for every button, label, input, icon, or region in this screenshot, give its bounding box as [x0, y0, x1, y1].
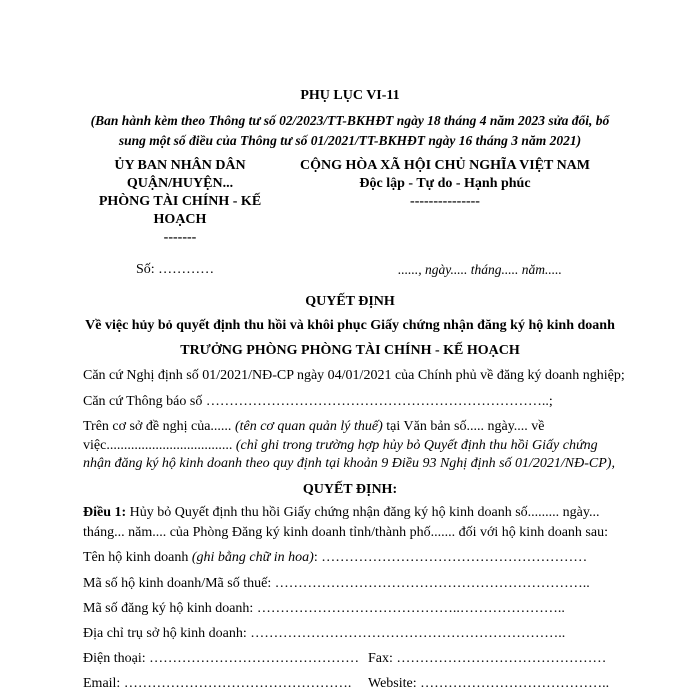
proposal-note: (chỉ ghi trong trường hợp hủy bỏ Quyết định thu hồi Giấy chứng	[232, 438, 598, 453]
article-1-label: Điều 1:	[83, 505, 127, 520]
article-1-line-2: tháng... năm.... của Phòng Đăng ký kinh doanh tỉnh/thành phố....... đối với hộ kinh doanh sau:	[83, 525, 608, 540]
proposal-tax-authority-hint: (tên cơ quan quản lý thuế)	[234, 419, 383, 434]
phone-field: Điện thoại: ………………………………………	[83, 651, 360, 666]
business-name-dots: : …………………………………………………	[313, 550, 588, 565]
website-field: Website: …………………………………..	[368, 676, 610, 691]
business-code-field: Mã số hộ kinh doanh/Mã số thuế: …………………………………………………………..	[83, 576, 590, 591]
proposal-text: Trên cơ sở đề nghị của......	[83, 419, 235, 434]
issued-note-line1: (Ban hành kèm theo Thông tư số 02/2023/TT-BKHĐT ngày 18 tháng 4 năm 2023 sửa đổi, bổ	[90, 113, 610, 128]
legal-basis-1: Căn cứ Nghị định số 01/2021/NĐ-CP ngày 04/01/2021 của Chính phủ về đăng ký doanh nghiệp;	[83, 368, 625, 383]
fax-field: Fax: ………………………………………	[368, 651, 607, 666]
business-name-label: Tên hộ kinh doanh	[83, 550, 192, 565]
article-1-text: Hủy bỏ Quyết định thu hồi Giấy chứng nhận đăng ký hộ kinh doanh số......... ngày...	[126, 505, 600, 520]
document-number: Số: …………	[136, 262, 215, 277]
date-line: ......, ngày..... tháng..... năm.....	[398, 262, 562, 277]
address-field: Địa chỉ trụ sở hộ kinh doanh: …………………………………………………………..	[83, 626, 566, 641]
legal-basis-2: Căn cứ Thông báo số ………………………………………………………………..;	[83, 394, 553, 409]
district-line: QUẬN/HUYỆN...	[126, 176, 234, 191]
country-name: CỘNG HÒA XÃ HỘI CHỦ NGHĨA VIỆT NAM	[299, 158, 590, 173]
proposal-line-1	[83, 419, 545, 435]
national-motto: Độc lập - Tự do - Hạnh phúc	[359, 176, 531, 191]
decides-title: QUYẾT ĐỊNH:	[302, 482, 398, 497]
department-line-cont: HOẠCH	[153, 212, 207, 227]
business-name-field	[83, 550, 587, 566]
proposal-text-cont: tại Văn bản số..... ngày.... về	[382, 419, 545, 434]
registration-number-field: Mã số đăng ký hộ kinh doanh: ……………………………………..…………………..	[83, 601, 565, 616]
proposal-line-2	[83, 438, 598, 454]
decision-subject: Về việc hủy bỏ quyết định thu hồi và khôi phục Giấy chứng nhận đăng ký hộ kinh doanh	[85, 318, 615, 333]
committee-line: ỦY BAN NHÂN DÂN	[114, 158, 246, 173]
proposal-line-3: nhận đăng ký hộ kinh doanh theo quy định tại khoản 9 Điều 93 Nghị định số 01/2021/NĐ-CP),	[83, 456, 615, 471]
email-field: Email: ………………………………………….	[83, 676, 352, 691]
right-divider: ---------------	[410, 194, 480, 209]
decision-authority: TRƯỞNG PHÒNG PHÒNG TÀI CHÍNH - KẾ HOẠCH	[180, 343, 520, 358]
department-line: PHÒNG TÀI CHÍNH - KẾ	[98, 194, 262, 209]
left-divider: -------	[163, 230, 197, 245]
article-1-line-1	[83, 505, 599, 521]
business-name-hint: (ghi bằng chữ in hoa)	[191, 550, 314, 565]
appendix-title: PHỤ LỤC VI-11	[300, 88, 400, 103]
proposal-subject: việc....................................	[83, 438, 233, 453]
decision-title: QUYẾT ĐỊNH	[305, 294, 395, 309]
issued-note-line2: sung một số điều của Thông tư số 01/2021/TT-BKHĐT ngày 16 tháng 3 năm 2021)	[118, 133, 582, 148]
